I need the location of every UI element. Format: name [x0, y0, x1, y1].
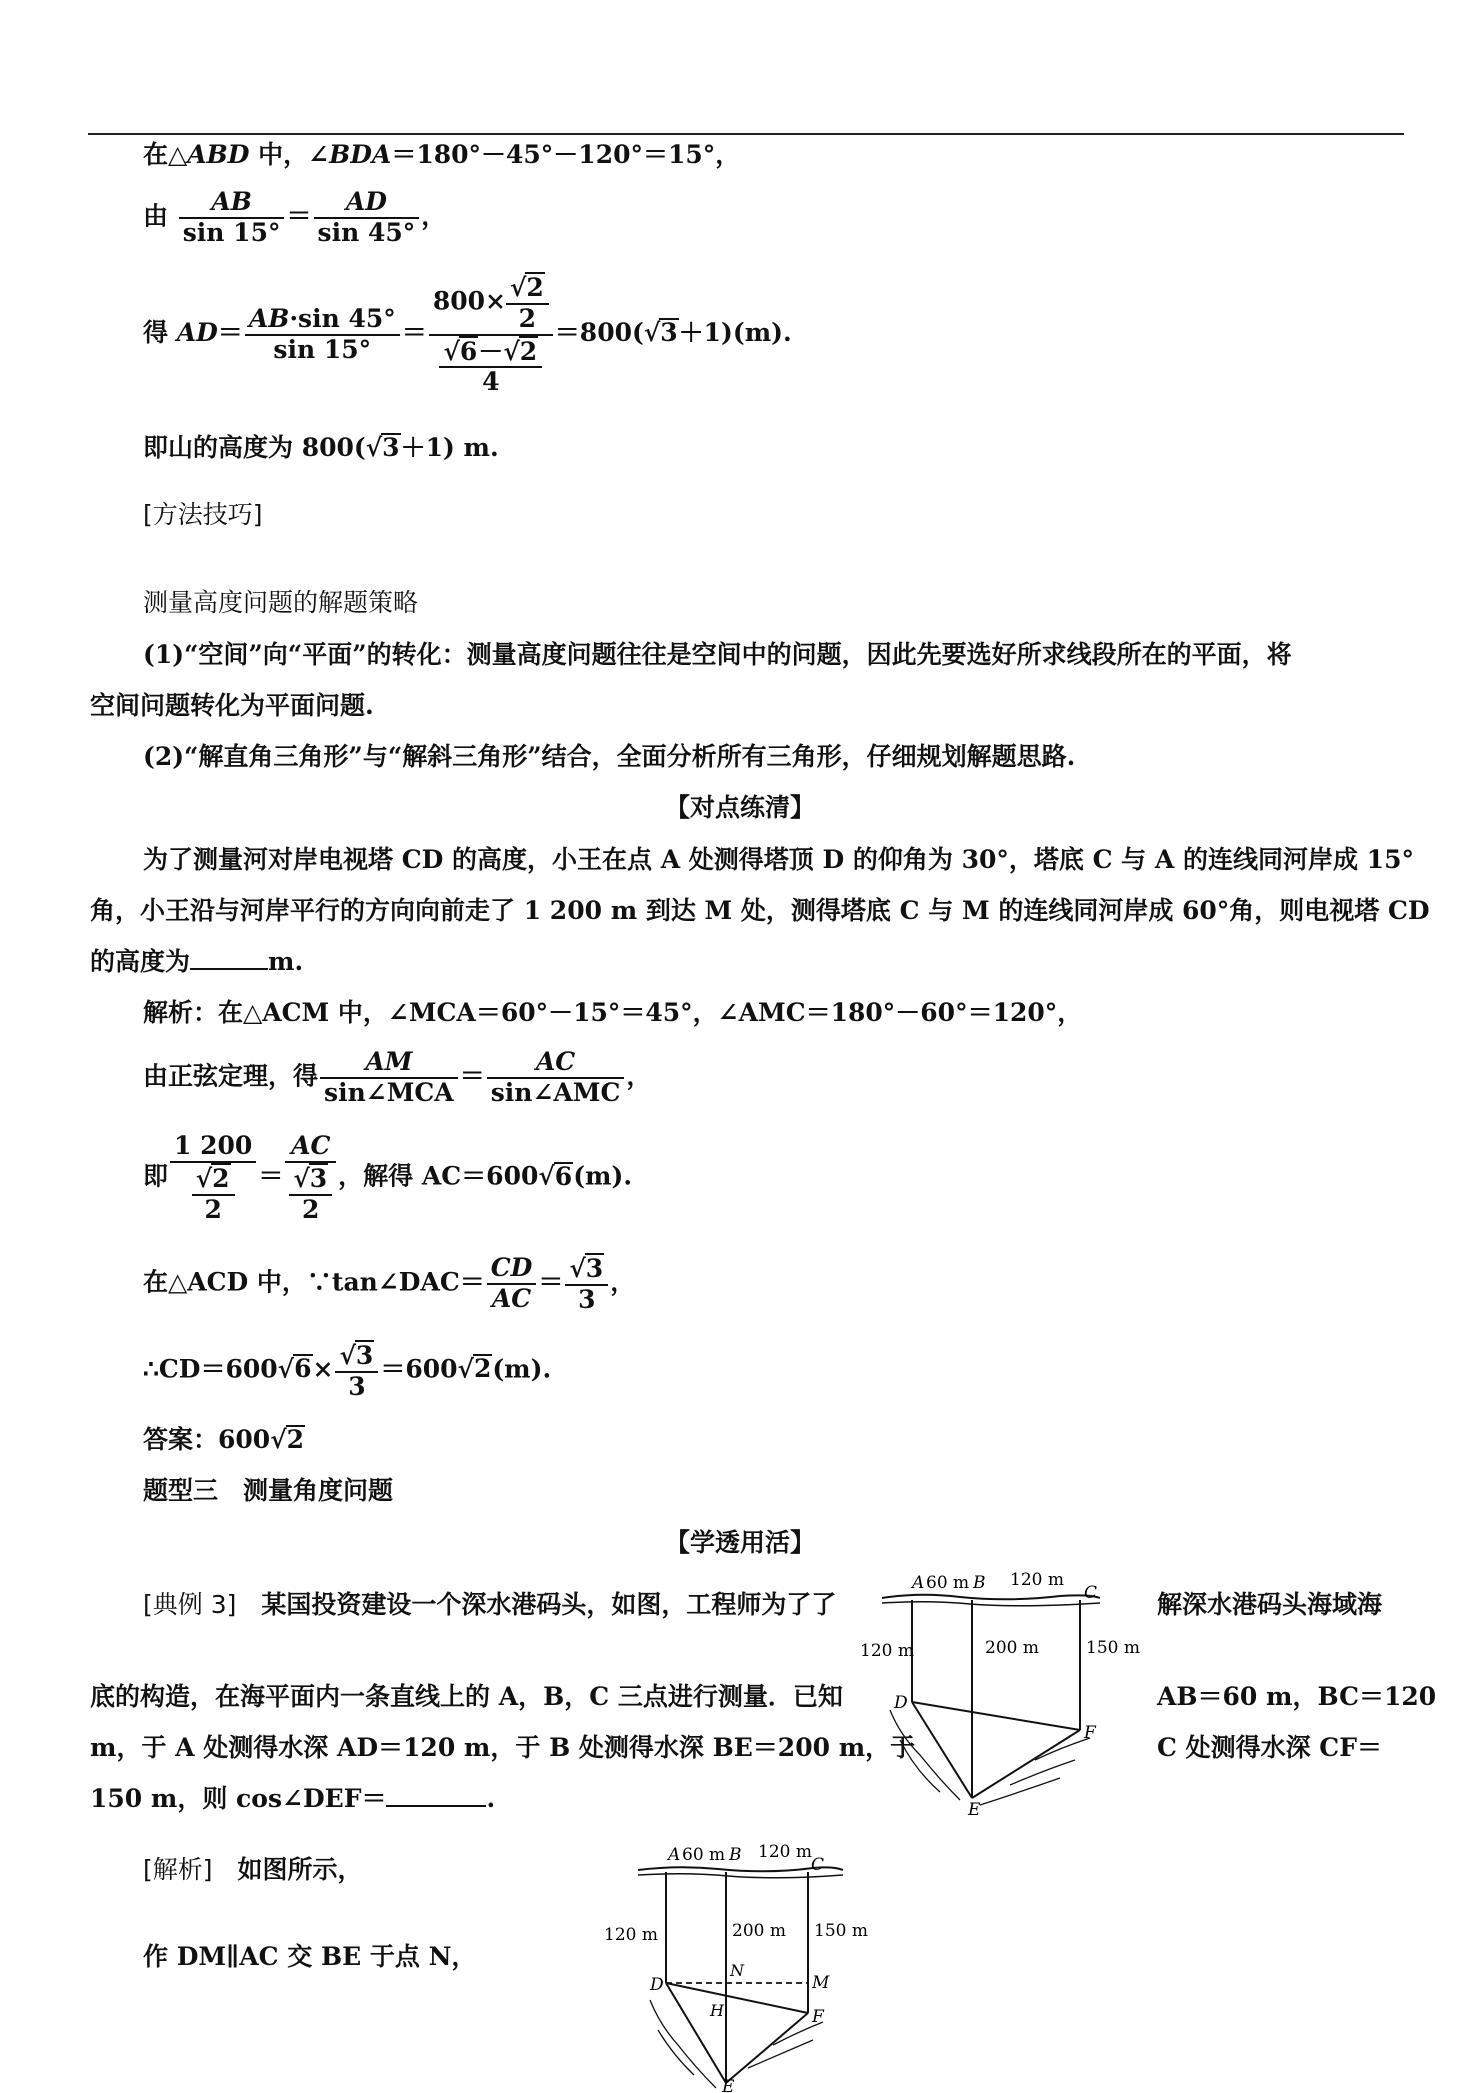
fig-label-ab: 60 m — [926, 1573, 970, 1593]
fig-label-be: 200 m — [985, 1638, 1039, 1658]
calc-line-sine-ratio: 由 $\frac{AB}{\sin 15^\circ}$ ＝ $\frac{AD}{\sin 45^\circ}$ ， — [143, 187, 447, 247]
solution-sine-law: 由正弦定理，得 $\frac{AM}{\text{sin∠MCA}}$ ＝ $\frac{AC}{\text{sin∠AMC}}$ ， — [143, 1047, 652, 1107]
fig-label-cf: 150 m — [1086, 1638, 1140, 1658]
header-rule — [88, 133, 1404, 135]
solution-figure — [598, 1840, 898, 2093]
fig-label-ad: 120 m — [860, 1641, 914, 1661]
fig2-point-e: E — [722, 2077, 735, 2093]
solution-ac-value: 即 $\frac{1 200}{\frac{√2}{2}}$ ＝ $\frac{AC}{\frac{√3}{2}}$ ，解得 AC＝600√6(m). — [143, 1131, 633, 1224]
fig-point-f: F — [1084, 1723, 1096, 1743]
fig2-point-h: H — [710, 2001, 724, 2020]
example-3-line-1-right: 解深水港码头海域海 — [1157, 1590, 1383, 1619]
example-3-line-4: 150 m，则 cos∠DEF＝ . — [90, 1784, 496, 1813]
strategy-point-1-cont: 空间问题转化为平面问题. — [90, 691, 374, 720]
mountain-height-conclusion: 即山的高度为 800(√3＋1) m. — [143, 433, 499, 462]
calc-line-ad-result: 得 AD＝ $\frac{AB\cdot\sin 45^\circ}{\sin 15^\circ}$ ＝ 800× $\frac{√2}{2}$ $\frac{√6-√2}{4}$ ＝800(√3＋1)(m). — [143, 273, 792, 397]
calc-line-angle-bda: 在△ABD 中，∠BDA＝180°－45°－120°＝15°， — [143, 140, 741, 169]
type-three-heading: 题型三 测量角度问题 — [143, 1476, 394, 1505]
fig2-point-a: A — [668, 1845, 681, 1865]
fig2-point-c: C — [811, 1855, 825, 1875]
example-3-line-3: m，于 A 处测得水深 AD＝120 m，于 B 处测得水深 BE＝200 m，于 — [90, 1733, 916, 1762]
fig2-label-bc: 120 m — [758, 1842, 812, 1862]
practice-heading: 【对点练清】 — [664, 793, 815, 822]
fig-point-b: B — [973, 1573, 986, 1593]
example-3-line-2: 底的构造，在海平面内一条直线上的 A，B，C 三点进行测量．已知 — [90, 1682, 843, 1711]
fig2-point-n: N — [730, 1961, 744, 1980]
example-3-line-1: [典例 3] 某国投资建设一个深水港码头，如图，工程师为了了 — [143, 1590, 837, 1619]
harbor-figure — [860, 1570, 1160, 1815]
fig-point-c: C — [1084, 1583, 1098, 1603]
fig2-point-f: F — [812, 2007, 824, 2027]
fig-point-e: E — [968, 1800, 981, 1815]
practice-answer: 答案：600√2 — [143, 1425, 305, 1454]
solution-cd-value: ∴CD＝600√6× $\frac{√3}{3}$ ＝600√2(m). — [143, 1341, 552, 1401]
fig-point-a: A — [912, 1573, 925, 1593]
fig2-point-d: D — [650, 1975, 664, 1995]
example-3-line-3-right: C 处测得水深 CF＝ — [1157, 1733, 1382, 1762]
fig2-label-cf: 150 m — [814, 1921, 868, 1941]
solution-intro: [解析] 如图所示， — [143, 1855, 363, 1884]
solution-line-1: 解析：在△ACM 中，∠MCA＝60°－15°＝45°，∠AMC＝180°－60°＝120°， — [143, 998, 1083, 1027]
fig2-label-be: 200 m — [732, 1921, 786, 1941]
strategy-point-1: (1)“空间”向“平面”的转化：测量高度问题往往是空间中的问题，因此先要选好所求线段所在的平面，将 — [143, 640, 1292, 669]
fig2-point-m: M — [812, 1973, 830, 1993]
learn-heading: 【学透用活】 — [664, 1528, 815, 1557]
strategy-point-2: (2)“解直角三角形”与“解斜三角形”结合，全面分析所有三角形，仔细规划解题思路. — [143, 742, 1076, 771]
example-3-line-2-right: AB＝60 m，BC＝120 — [1157, 1682, 1437, 1711]
solution-tan-dac: 在△ACD 中，∵tan∠DAC＝ $\frac{CD}{AC}$ ＝ $\frac{√3}{3}$ ， — [143, 1253, 636, 1314]
solution-construct-dm: 作 DM∥AC 交 BE 于点 N， — [143, 1942, 477, 1971]
fig2-point-b: B — [729, 1845, 742, 1865]
practice-question-line-2: 角，小王沿与河岸平行的方向向前走了 1 200 m 到达 M 处，测得塔底 C 与 M 的连线同河岸成 60°角，则电视塔 CD — [90, 896, 1430, 925]
fig-label-bc: 120 m — [1010, 1570, 1064, 1590]
fig2-label-ab: 60 m — [682, 1845, 726, 1865]
practice-question-line-1: 为了测量河对岸电视塔 CD 的高度，小王在点 A 处测得塔顶 D 的仰角为 30°，塔底 C 与 A 的连线同河岸成 15° — [143, 845, 1414, 874]
practice-question-line-3: 的高度为 m. — [90, 947, 304, 976]
fig2-label-ad: 120 m — [604, 1925, 658, 1945]
fig-point-d: D — [894, 1693, 908, 1713]
strategy-title: 测量高度问题的解题策略 — [143, 588, 419, 617]
method-tips-heading: [方法技巧] — [143, 500, 263, 529]
